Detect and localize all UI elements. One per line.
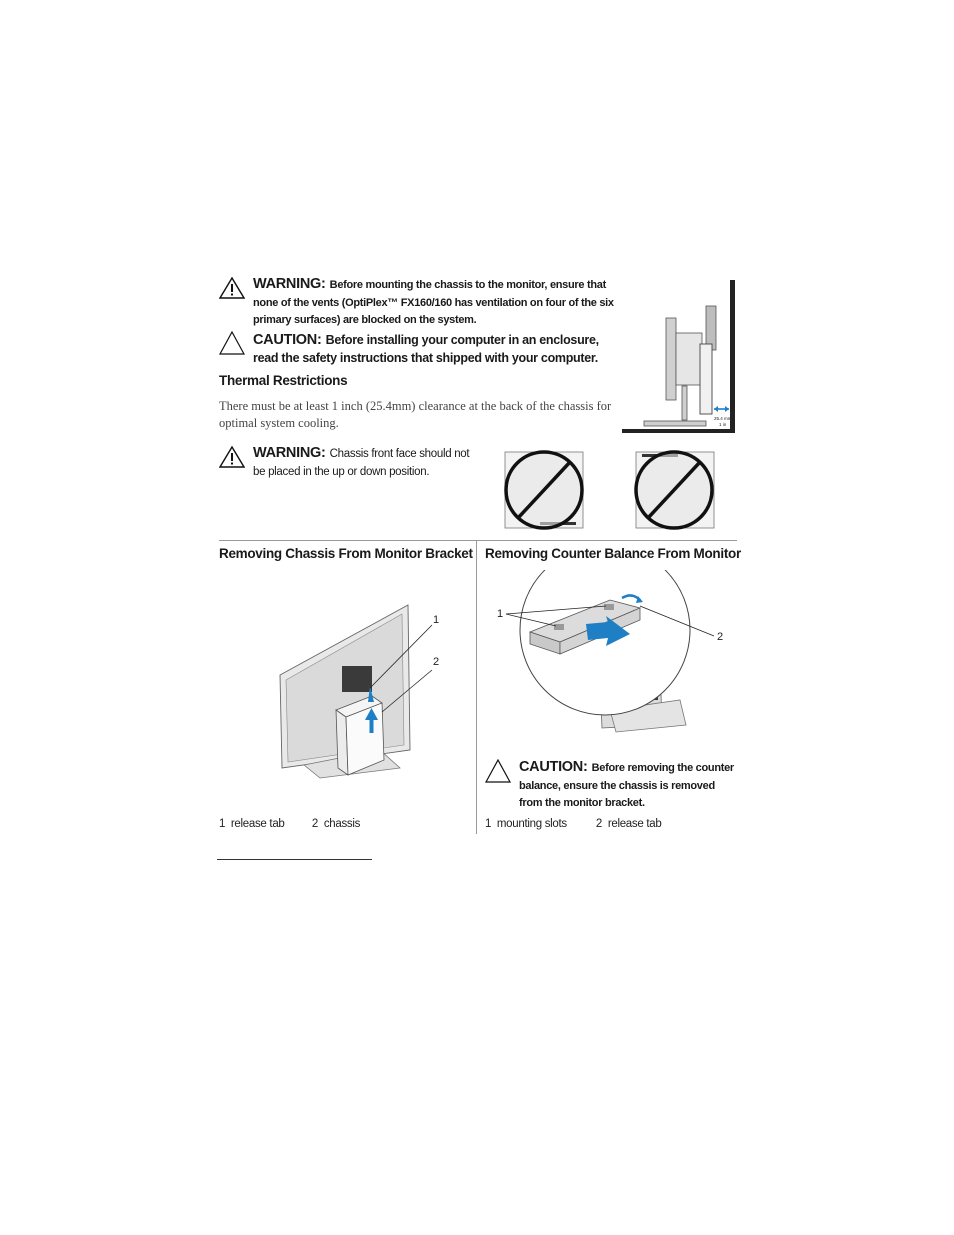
legend-item: 1 mounting slots (485, 818, 567, 830)
clearance-label-mm: 25.4 mm (714, 416, 732, 421)
callout-1: 1 (497, 608, 504, 620)
warning-text: Before mounting the chassis to the monitor, ensure that none of the vents (OptiPlex™ FX160/160 has ventilation on four of the six primary surfaces) are blocked on the system. (253, 279, 614, 326)
removing-chassis-heading: Removing Chassis From Monitor Bracket (219, 546, 473, 561)
removing-counter-legend (485, 818, 661, 830)
legend-item: 1 release tab (219, 818, 285, 830)
clearance-label-in: 1 in (719, 422, 727, 427)
warning-icon (219, 445, 245, 469)
removing-chassis-figure (270, 600, 460, 780)
warning-icon (219, 276, 245, 300)
footnote-rule (217, 859, 372, 860)
callout-1: 1 (433, 614, 440, 626)
caution-keyword: CAUTION: (253, 332, 322, 348)
warning-notice-front-face (219, 445, 479, 485)
removing-counter-figure (490, 570, 735, 750)
thermal-paragraph: There must be at least 1 inch (25.4mm) clearance at the back of the chassis for optimal system cooling. (219, 399, 612, 430)
prohibited-orientation-down-figure (632, 448, 718, 532)
warning-text: Chassis front face should not be placed in the up or down position. (253, 448, 470, 478)
caution-text: Before removing the counter balance, ensure the chassis is removed from the monitor bracket. (519, 762, 734, 809)
legend-item: 2 chassis (311, 818, 361, 830)
caution-icon (485, 759, 511, 783)
caution-keyword: CAUTION: (519, 759, 588, 775)
thermal-heading: Thermal Restrictions (219, 373, 348, 388)
prohibited-orientation-up-figure (502, 448, 588, 532)
warning-notice-vents (219, 276, 619, 326)
thermal-clearance-figure (622, 278, 737, 435)
callout-2: 2 (717, 631, 724, 643)
caution-text: Before installing your computer in an enclosure, read the safety instructions that shipped with your computer. (253, 333, 599, 365)
caution-notice-counter-balance (485, 759, 737, 809)
column-divider (476, 540, 477, 834)
removing-chassis-legend (219, 818, 360, 830)
removing-counter-heading: Removing Counter Balance From Monitor (485, 546, 741, 561)
warning-keyword: WARNING: (253, 276, 326, 292)
caution-notice-enclosure (219, 331, 619, 371)
section-divider (219, 540, 737, 541)
warning-keyword: WARNING: (253, 445, 326, 461)
caution-icon (219, 331, 245, 355)
legend-item: 2 release tab (595, 818, 662, 830)
callout-2: 2 (433, 656, 440, 668)
